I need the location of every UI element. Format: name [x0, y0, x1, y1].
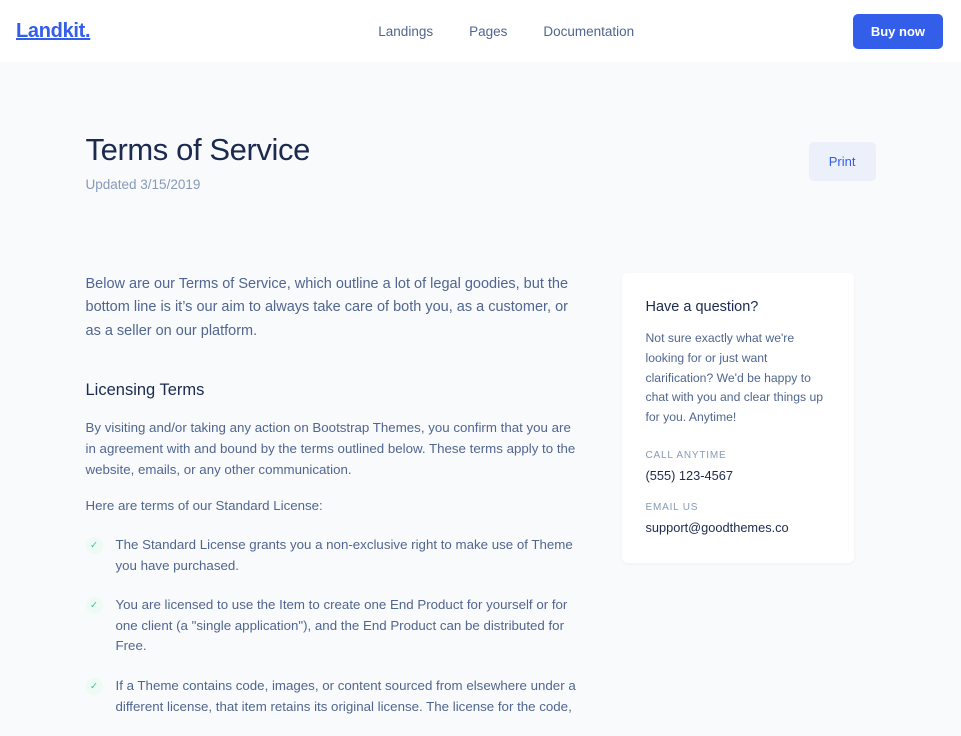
- terms-paragraph-1: By visiting and/or taking any action on Bootstrap Themes, you confirm that you are in agreement with and bound by the terms outlined below. These terms apply to the website, emails, or any other communication.: [85, 420, 576, 477]
- email-label: EMAIL US: [645, 501, 699, 513]
- list-item-text: You are licensed to use the Item to create one End Product for yourself or for one client (a "single application"), and the End Product can be distributed for Free.: [115, 597, 568, 654]
- question-card-title: Have a question?: [645, 299, 759, 315]
- list-item-text: The Standard License grants you a non-exclusive right to make use of Theme you have purchased.: [115, 536, 573, 573]
- email-value[interactable]: support@goodthemes.co: [645, 519, 789, 535]
- phone-value[interactable]: (555) 123-4567: [645, 467, 734, 483]
- list-item-text: If a Theme contains code, images, or content sourced from elsewhere under a different license, that item retains its original license. The license for the code,: [115, 677, 576, 714]
- terms-main-column: [86, 273, 578, 736]
- question-card-text: Not sure exactly what we're looking for or just want clarification? We'd be happy to chat with you and clear things up for you. Anytime!: [645, 331, 824, 425]
- content-row: [86, 273, 876, 736]
- check-icon: ✓: [86, 678, 103, 695]
- terms-paragraph-2: Here are terms of our Standard License:: [85, 498, 323, 514]
- list-item: [86, 535, 578, 576]
- buy-now-button[interactable]: Buy now: [853, 14, 943, 49]
- page-header: [86, 132, 876, 192]
- page-body: [0, 62, 961, 714]
- brand-logo[interactable]: Landkit.: [16, 19, 91, 42]
- check-icon: ✓: [86, 537, 103, 554]
- list-item: [86, 595, 578, 657]
- section-heading-licensing: Licensing Terms: [85, 381, 205, 400]
- license-terms-list: [86, 535, 578, 717]
- page-header-text: [86, 132, 310, 192]
- terms-lead-paragraph: Below are our Terms of Service, which outline a lot of legal goodies, but the bottom line is it’s our aim to always take care of both you, as a customer, or as a seller on our platform.: [85, 276, 569, 339]
- page-title: Terms of Service: [85, 132, 310, 167]
- nav-link-landings[interactable]: Landings: [378, 23, 434, 39]
- check-icon: ✓: [86, 597, 103, 614]
- nav-link-documentation[interactable]: Documentation: [543, 23, 635, 39]
- print-button[interactable]: Print: [809, 142, 876, 181]
- page-updated-date: Updated 3/15/2019: [85, 177, 201, 192]
- content-container: [86, 62, 876, 736]
- phone-label: CALL ANYTIME: [645, 449, 727, 461]
- nav-link-pages[interactable]: Pages: [469, 23, 508, 39]
- primary-nav: [378, 24, 634, 39]
- question-card: [622, 273, 854, 563]
- navbar-actions: [853, 14, 943, 49]
- list-item: [86, 676, 578, 717]
- navbar: [0, 0, 961, 62]
- terms-side-column: [622, 273, 854, 736]
